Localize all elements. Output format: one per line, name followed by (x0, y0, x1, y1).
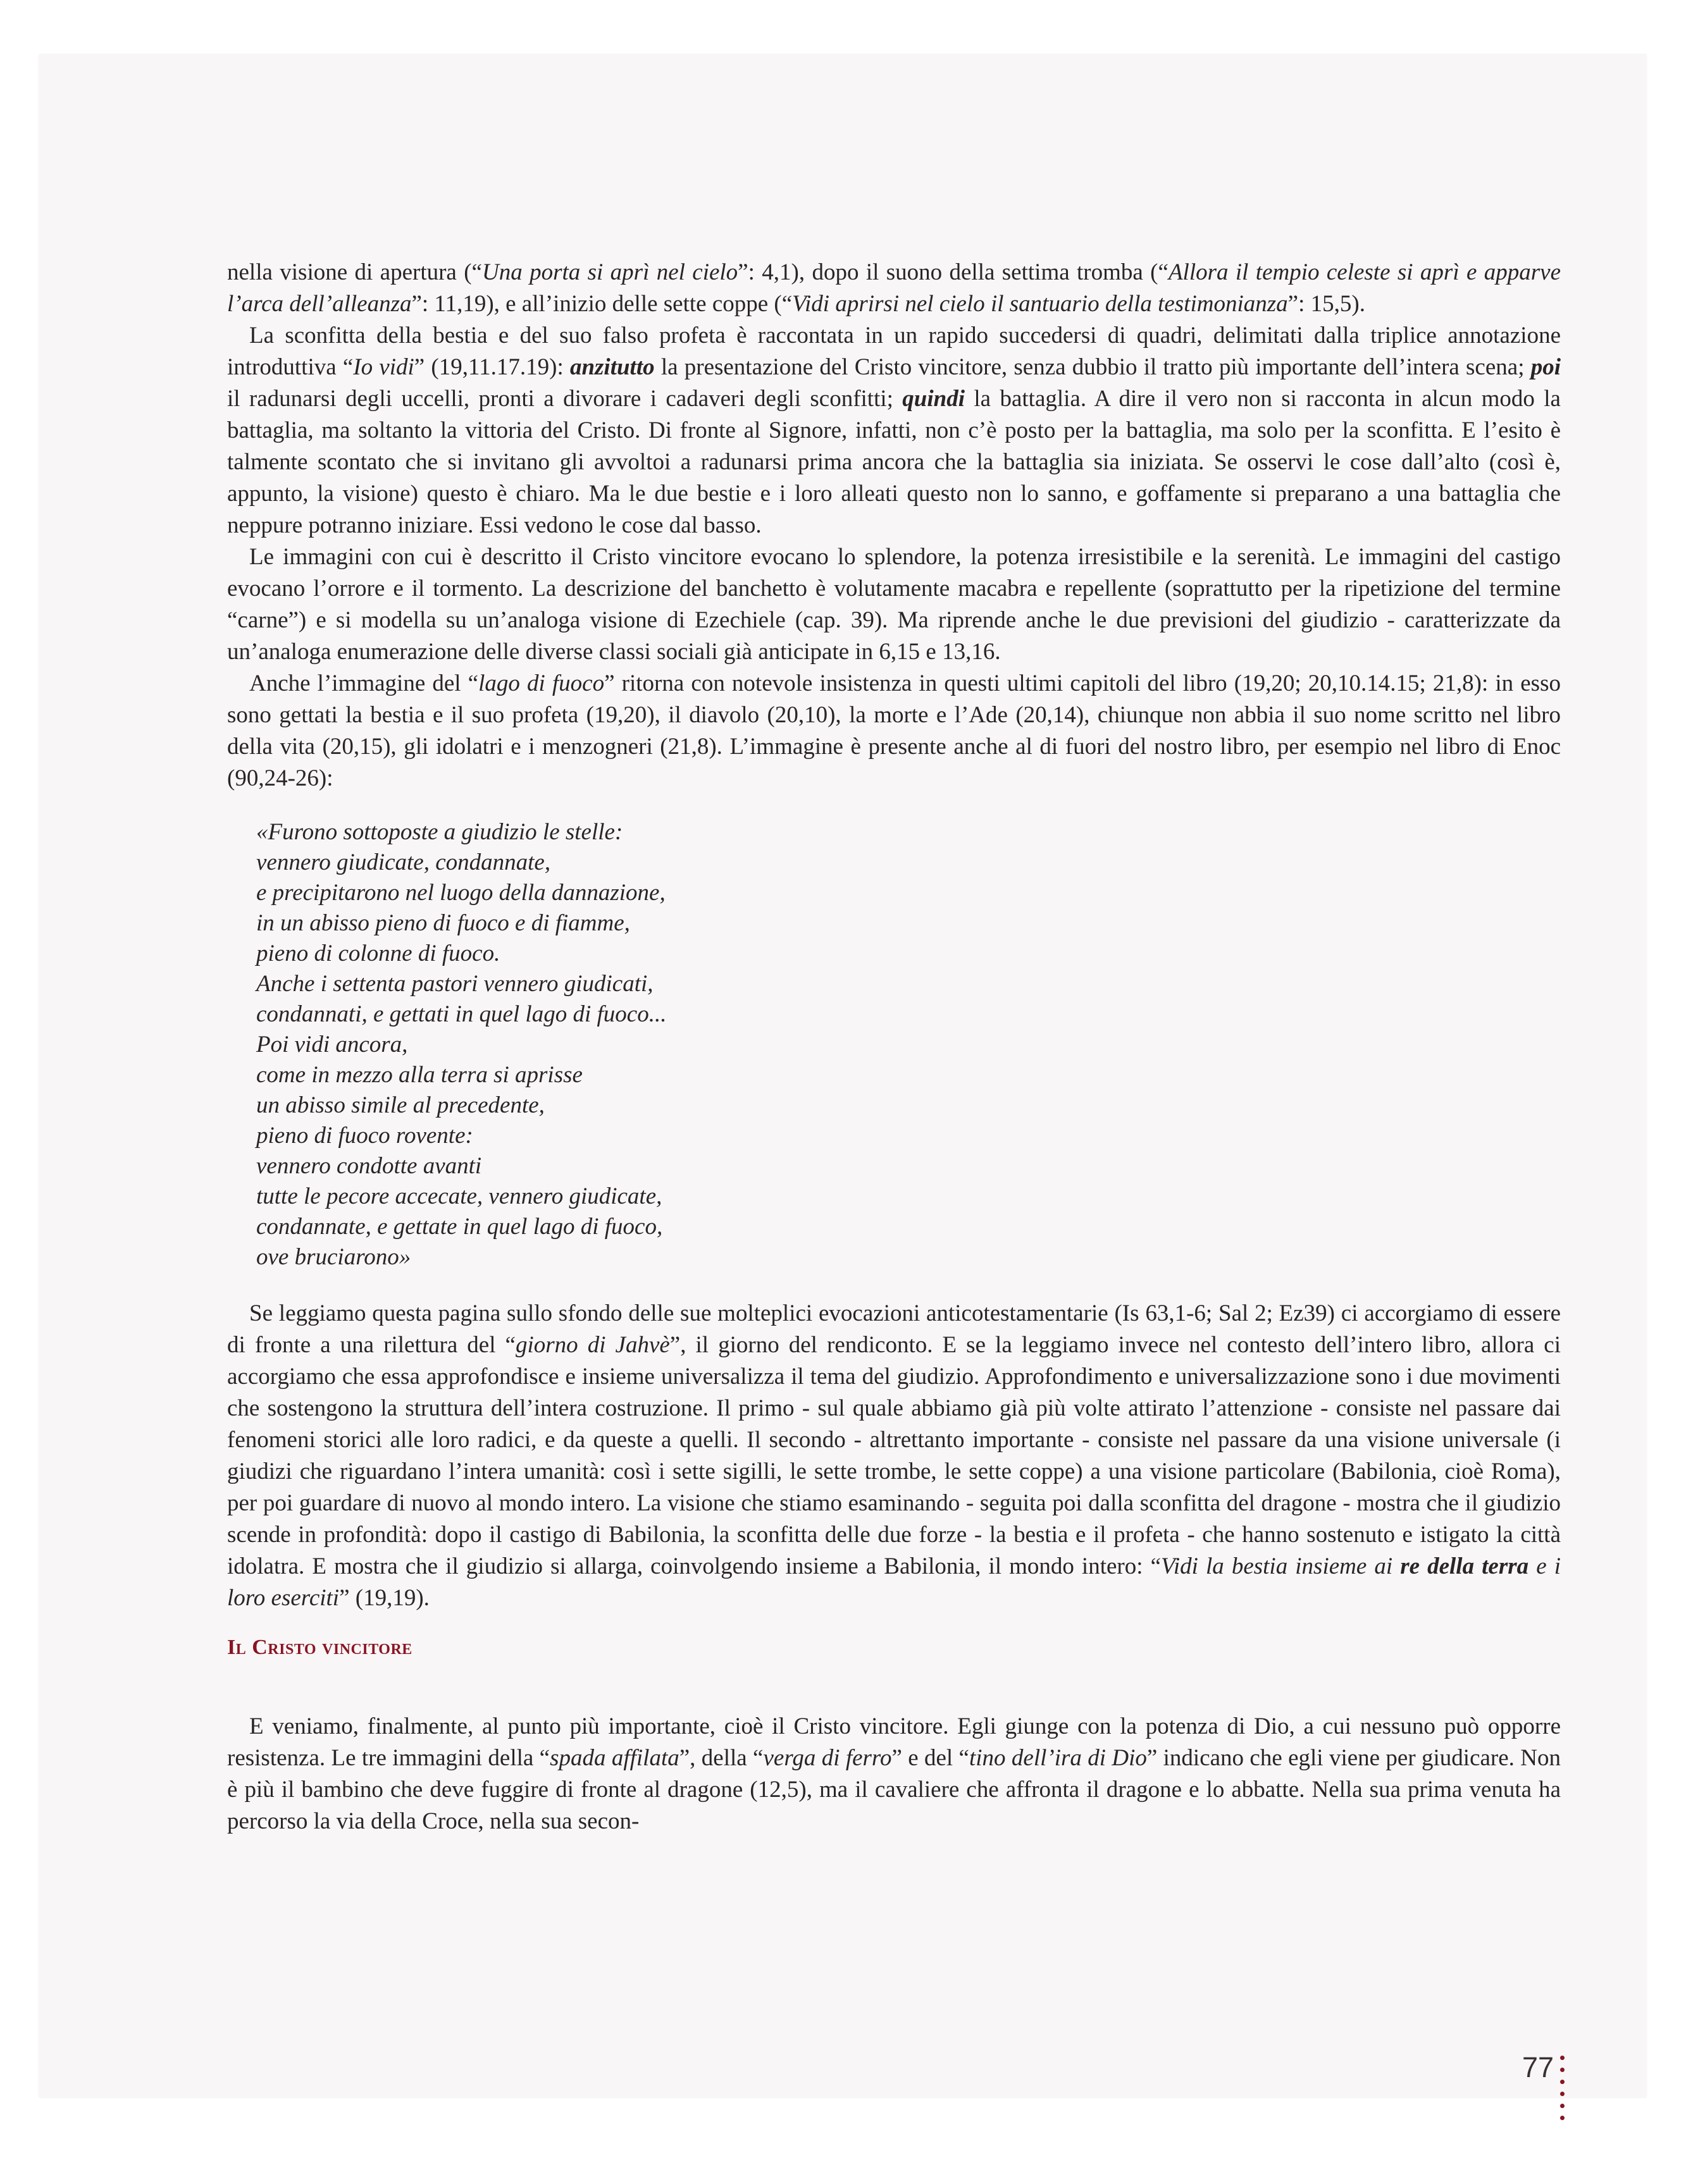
page-footer (1522, 2053, 1565, 2120)
poem-line: Poi vidi ancora, (256, 1032, 408, 1058)
poem-line: ove bruciarono» (256, 1244, 411, 1270)
text-run: il radunarsi degli uccelli, pronti a divorare i cadaveri degli sconfitti; (227, 386, 903, 412)
section-heading: Il Cristo vincitore (227, 1636, 412, 1659)
text-run: Se leggiamo questa pagina sullo sfondo delle sue molteplici evocazioni anticotestamentarie (Is 63,1-6; Sal 2; Ez39) ci accorgiamo di essere di fronte a una rilettura del “ (227, 1300, 1561, 1358)
quote-italic: Io vidi (353, 354, 414, 380)
quote-italic: verga di ferro (763, 1745, 892, 1771)
text-run: Anche l’immagine del “ (249, 670, 479, 696)
emphasis-bold: anzitutto (569, 354, 655, 380)
poem-line: condannate, e gettate in quel lago di fuoco, (256, 1214, 663, 1240)
poem-line: «Furono sottoposte a giudizio le stelle: (256, 819, 623, 845)
poem-line: pieno di fuoco rovente: (256, 1123, 473, 1149)
text-run: la battaglia. A dire il vero non si racconta in alcun modo la battaglia, ma soltanto la vittoria del Cristo. Di fronte al Signore, infatti, non c’è posto per la battaglia, ma solo per la sconfitta. E l’esito è talmente scontato che si invitano gli avvoltoi a radunarsi prima ancora che la battaglia sia iniziata. Se osservi le cose dall’alto (così è, appunto, la visione) questo è chiaro. Ma le due bestie e i loro alleati questo non lo sanno, e goffamente si preparano a una battaglia che neppure potranno iniziare. Essi vedono le cose dal basso. (227, 386, 1561, 538)
dot-icon (1560, 2104, 1565, 2108)
paragraph-immagini: Le immagini con cui è descritto il Cristo vincitore evocano lo splendore, la potenza irresistibile e la serenità. Le immagini del castigo evocano l’orrore e il tormento. La descrizione del banchetto è volutamente macabra e repellente (soprattutto per la ripetizione del termine “carne”) e si modella su un’analoga visione di Ezechiele (cap. 39). Ma riprende anche le due previsioni del giudizio - caratterizzate da un’analoga enumerazione delle diverse classi sociali già anticipate in 6,15 e 13,16. (227, 544, 1561, 665)
text-run: La sconfitta della bestia e del suo falso profeta è raccontata in un rapido succedersi di quadri, delimitati dalla triplice annotazione introduttiva “ (227, 323, 1561, 380)
text-run: ”, della “ (679, 1745, 764, 1771)
paragraph-sconfitta (227, 320, 1561, 541)
paragraph-giorno-di-jahve (227, 1298, 1561, 1614)
quote-italic: spada affilata (550, 1745, 679, 1771)
quote-italic: Vidi la bestia insieme ai (1161, 1553, 1401, 1579)
page-number: 77 (1522, 2051, 1554, 2083)
poem-line: pieno di colonne di fuoco. (256, 941, 500, 966)
text-run: ”: 11,19), e all’inizio delle sette coppe (“ (411, 291, 793, 317)
paragraph-lago-di-fuoco (227, 668, 1561, 794)
text-run: ”: 4,1), dopo il suono della settima tromba (“ (738, 259, 1168, 285)
text-run: ”: 15,5). (1287, 291, 1365, 317)
text-run: ” (19,11.17.19): (414, 354, 570, 380)
poem-line: un abisso simile al precedente, (256, 1092, 545, 1118)
quote-italic: lago di fuoco (478, 670, 605, 696)
poem-line: condannati, e gettati in quel lago di fuoco... (256, 1001, 667, 1027)
page-sheet (39, 54, 1646, 2097)
poem-line: vennero giudicate, condannate, (256, 849, 551, 875)
poem-line: tutte le pecore accecate, vennero giudicate, (256, 1183, 662, 1209)
quote-italic: Allora il tempio celeste si aprì e apparve l’arca dell’alleanza (227, 259, 1561, 317)
emphasis-bold: quindi (902, 386, 965, 412)
quote-italic: Vidi aprirsi nel cielo il santuario della testimonianza (792, 291, 1288, 317)
dot-icon (1560, 2080, 1565, 2084)
enoc-quotation (256, 817, 1561, 1273)
text-run: nella visione di apertura (“ (227, 259, 482, 285)
quote-italic: e i loro eserciti (227, 1553, 1561, 1611)
quote-italic: giorno di Jahvè (515, 1332, 670, 1358)
poem-line: come in mezzo alla terra si aprisse (256, 1062, 583, 1088)
dot-icon (1560, 2056, 1565, 2060)
dot-icon (1560, 2068, 1565, 2072)
decorative-dots (1560, 2053, 1565, 2120)
text-run: ” (19,19). (339, 1585, 430, 1611)
text-run: ” indicano che egli viene per giudicare. Non è più il bambino che deve fuggire di fronte al dragone (12,5), ma il cavaliere che affronta il dragone e lo abbatte. Nella sua prima venuta ha percorso la via della Croce, nella sua secon- (227, 1745, 1561, 1834)
paragraph-apertura (227, 257, 1561, 320)
text-run: ” e del “ (891, 1745, 969, 1771)
paragraph-cristo-vincitore (227, 1711, 1561, 1837)
dot-icon (1560, 2116, 1565, 2120)
page-text (227, 257, 1561, 1837)
emphasis-bold: poi (1530, 354, 1561, 380)
quote-italic: Una porta si aprì nel cielo (481, 259, 738, 285)
text-run: ”, il giorno del rendiconto. E se la leggiamo invece nel contesto dell’intero libro, allora ci accorgiamo che essa approfondisce e insieme universalizza il tema del giudizio. Approfondimento e universalizzazione sono i due movimenti che sostengono la struttura dell’intera costruzione. Il primo - sul quale abbiamo già più volte attirato l’attenzione - consiste nel passare dai fenomeni storici alle loro radici, e da queste a quelli. Il secondo - altrettanto importante - consiste nel passare da una visione universale (i giudizi che riguardano l’intera umanità: così i sette sigilli, le sette trombe, le sette coppe) a una visione particolare (Babilonia, cioè Roma), per poi guardare di nuovo al mondo intero. La visione che stiamo esaminando - seguita poi dalla sconfitta del dragone - mostra che il giudizio scende in profondità: dopo il castigo di Babilonia, la sconfitta delle due forze - la bestia e il profeta - che hanno sostenuto e istigato la città idolatra. E mostra che il giudizio si allarga, coinvolgendo insieme a Babilonia, il mondo intero: “ (227, 1332, 1561, 1579)
quote-italic: tino dell’ira di Dio (969, 1745, 1147, 1771)
poem-line: vennero condotte avanti (256, 1153, 482, 1179)
dot-icon (1560, 2092, 1565, 2096)
text-run: la presentazione del Cristo vincitore, senza dubbio il tratto più importante dell’intera scena; (654, 354, 1531, 380)
poem-line: Anche i settenta pastori vennero giudicati, (256, 971, 654, 997)
poem-line: in un abisso pieno di fuoco e di fiamme, (256, 910, 630, 936)
emphasis-bold: re della terra (1400, 1553, 1529, 1579)
poem-line: e precipitarono nel luogo della dannazione, (256, 880, 666, 906)
text-run: ” ritorna con notevole insistenza in questi ultimi capitoli del libro (19,20; 20,10.14.15; 21,8): in esso sono gettati la bestia e il suo profeta (19,20), il diavolo (20,10), la morte e l’Ade (20,14), chiunque non abbia il suo nome scritto nel libro della vita (20,15), gli idolatri e i menzogneri (21,8). L’immagine è presente anche al di fuori del nostro libro, per esempio nel libro di Enoc (90,24-26): (227, 670, 1561, 791)
text-run: E veniamo, finalmente, al punto più importante, cioè il Cristo vincitore. Egli giunge con la potenza di Dio, a cui nessuno può opporre resistenza. Le tre immagini della “ (227, 1713, 1561, 1771)
